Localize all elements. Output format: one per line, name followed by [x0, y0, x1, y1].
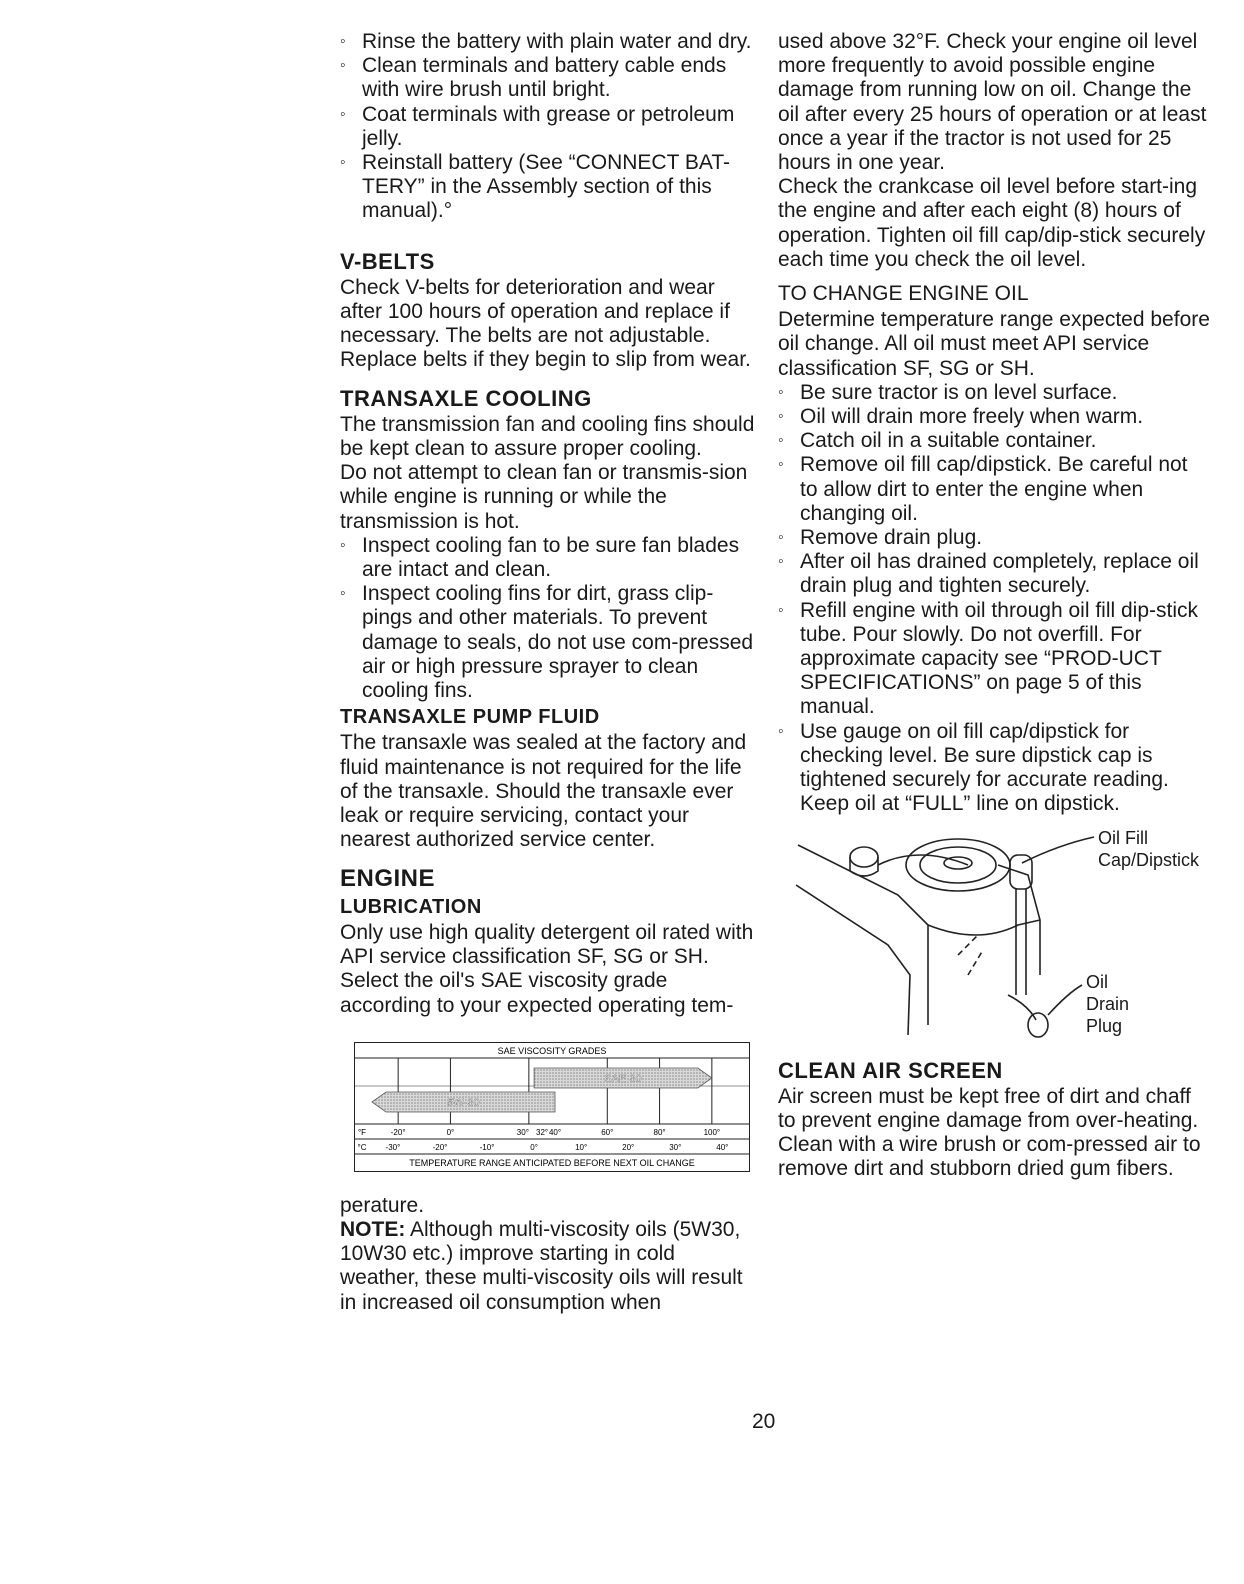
- list-item: ◦ Remove oil fill cap/dipstick. Be careful not to allow dirt to enter the engine when changing oil.: [778, 453, 1210, 526]
- list-item: ◦ Remove drain plug.: [778, 526, 1210, 550]
- c-tick-label: °C: [357, 1142, 367, 1152]
- celsius-ticks: [358, 1143, 729, 1152]
- list-item: ◦ Catch oil in a suitable container.: [778, 429, 1210, 453]
- viscosity-chart-svg: [354, 1042, 750, 1172]
- change-oil-intro: Determine temperature range expected before oil change. All oil must meet API service classification SF, SG or SH.: [778, 308, 1210, 380]
- c-tick-label: 40°: [716, 1142, 729, 1152]
- note-paragraph: [340, 1218, 755, 1315]
- pump-fluid-text: The transaxle was sealed at the factory and fluid maintenance is not required for the life of the transaxle. Should the transaxle ever leak or require servicing, contact your nearest authorized service center.: [340, 731, 747, 852]
- engine-cover-plate: [944, 857, 972, 869]
- lubrication-heading: LUBRICATION: [340, 895, 482, 918]
- engine-outline-line: [998, 865, 1040, 975]
- left-column: [340, 30, 755, 1315]
- f-tick-label: 60°: [601, 1127, 614, 1137]
- cooling-paragraph: The transmission fan and cooling fins should be kept clean to assure proper cooling.: [340, 412, 755, 461]
- c-tick-label: -30°: [385, 1142, 401, 1152]
- cooling-steps-list: [340, 534, 755, 703]
- oil-fill-label-line: Cap/Dipstick: [1098, 849, 1200, 870]
- battery-steps-list: [340, 30, 755, 224]
- f-tick-label: 32°: [536, 1127, 549, 1137]
- transaxle-pump-fluid-heading: TRANSAXLE PUMP FLUID: [340, 706, 600, 729]
- f-tick-label: 30°: [516, 1127, 529, 1137]
- right-column: [778, 30, 1210, 1182]
- oil-fill-label-line: Oil Fill: [1098, 827, 1148, 848]
- engine-heading: ENGINE: [340, 864, 436, 892]
- leader-line-fill-cap: [1022, 837, 1094, 863]
- chart-title: SAE VISCOSITY GRADES: [497, 1045, 607, 1056]
- air-screen-text: Air screen must be kept free of dirt and chaff to prevent engine damage from over-heating. Clean with a wire brush or com-pressed air to remove dirt and stubborn dried gum fibers.: [778, 1084, 1201, 1181]
- list-item: ◦ Inspect cooling fan to be sure fan blades are intact and clean.: [340, 534, 755, 582]
- engine-outline-line: [928, 920, 1040, 935]
- viscosity-bar-label: 5W-30: [447, 1096, 480, 1109]
- f-tick-label: -20°: [390, 1127, 406, 1137]
- drain-plug: [1028, 1013, 1048, 1037]
- list-item: ◦ Refill engine with oil through oil fill dip-stick tube. Pour slowly. Do not overfill. For approximate capacity see “PROD-UCT SPECIFICATIONS” on page 5 of this manual.: [778, 599, 1210, 720]
- engine-detail-line: [958, 935, 983, 975]
- list-item: ◦ Be sure tractor is on level surface.: [778, 381, 1210, 405]
- list-item: ◦ Use gauge on oil fill cap/dipstick for checking level. Be sure dipstick cap is tightened securely for accurate reading. Keep oil at “FULL” line on dipstick.: [778, 720, 1210, 817]
- oil-drain-label-line: Plug: [1086, 1015, 1123, 1036]
- oil-paragraph: Check the crankcase oil level before start-ing the engine and after each eight (8) hours of operation. Tighten oil fill cap/dip-stick securely each time you check the oil level.: [778, 175, 1206, 271]
- f-tick-label: 100°: [703, 1127, 721, 1137]
- transaxle-cooling-heading: TRANSAXLE COOLING: [340, 385, 592, 411]
- f-tick-label: 40°: [548, 1127, 562, 1137]
- list-item: ◦ Reinstall battery (See “CONNECT BAT-TERY” in the Assembly section of this manual).°: [340, 151, 755, 224]
- note-text: Although multi-viscosity oils (5W30, 10W30 etc.) improve starting in cold weather, these multi-viscosity oils will result in increased oil consumption when: [340, 1217, 743, 1314]
- change-engine-oil-heading: TO CHANGE ENGINE OIL: [778, 282, 1029, 306]
- lubrication-text-continued: perature.: [340, 1193, 425, 1217]
- oil-drain-label-line: Oil: [1086, 971, 1108, 992]
- leader-line-drain-plug: [1048, 985, 1082, 1015]
- breather-cap: [850, 847, 878, 867]
- chart-bars: [372, 1068, 712, 1112]
- list-item: ◦ Oil will drain more freely when warm.: [778, 405, 1210, 429]
- oil-drain-plug-label: [1086, 971, 1129, 1037]
- clean-air-screen-heading: CLEAN AIR SCREEN: [778, 1057, 1003, 1083]
- c-tick-label: -10°: [479, 1142, 495, 1152]
- c-tick-label: -20°: [432, 1142, 448, 1152]
- engine-outline-line: [796, 885, 910, 1035]
- c-tick-label: 0°: [530, 1142, 538, 1152]
- oil-fill-label: [1098, 827, 1199, 871]
- note-label: NOTE:: [340, 1217, 406, 1241]
- list-item: ◦ Inspect cooling fins for dirt, grass clip-pings and other materials. To prevent damage to seals, do not use com-pressed air or high pressure sprayer to clean cooling fins.: [340, 582, 755, 703]
- list-item: ◦ Rinse the battery with plain water and dry.: [340, 30, 755, 54]
- oil-drain-label-line: Drain: [1086, 993, 1130, 1014]
- list-item: ◦ After oil has drained completely, replace oil drain plug and tighten securely.: [778, 550, 1210, 598]
- list-item: ◦ Clean terminals and battery cable ends with wire brush until bright.: [340, 54, 755, 102]
- vbelts-text: Check V-belts for deterioration and wear after 100 hours of operation and replace if necessary. The belts are not adjustable. Replace belts if they begin to slip from wear.: [340, 275, 751, 372]
- viscosity-bar-label: SAE 30: [604, 1072, 642, 1085]
- c-tick-label: 20°: [622, 1142, 635, 1152]
- page-number: 20: [752, 1410, 776, 1433]
- f-tick-label: 80°: [653, 1127, 666, 1137]
- change-oil-steps-list: [778, 381, 1210, 817]
- cooling-paragraph: Do not attempt to clean fan or transmis-sion while engine is running or while the transmission is hot.: [340, 461, 748, 533]
- vbelts-heading: V-BELTS: [340, 248, 435, 274]
- lubrication-text: Only use high quality detergent oil rated with API service classification SF, SG or SH. Select the oil's SAE viscosity grade according to your expected operating tem-: [340, 920, 754, 1017]
- engine-cover-plate: [920, 847, 996, 883]
- c-tick-label: 30°: [669, 1142, 682, 1152]
- sae-viscosity-chart: [354, 1042, 750, 1172]
- f-tick-label: 0°: [446, 1127, 455, 1137]
- c-tick-label: 10°: [575, 1142, 588, 1152]
- oil-paragraph: used above 32°F. Check your engine oil level more frequently to avoid possible engine damage from running low on oil. Change the oil after every 25 hours of operation or at least once a year if the tractor is not used for 25 hours in one year.: [778, 30, 1207, 175]
- list-item: ◦ Coat terminals with grease or petroleum jelly.: [340, 103, 755, 151]
- f-tick-label: °F: [357, 1127, 367, 1137]
- fahrenheit-ticks: [358, 1128, 720, 1137]
- chart-xlabel: TEMPERATURE RANGE ANTICIPATED BEFORE NEXT OIL CHANGE: [409, 1157, 695, 1168]
- engine-oil-figure: [778, 825, 1210, 1055]
